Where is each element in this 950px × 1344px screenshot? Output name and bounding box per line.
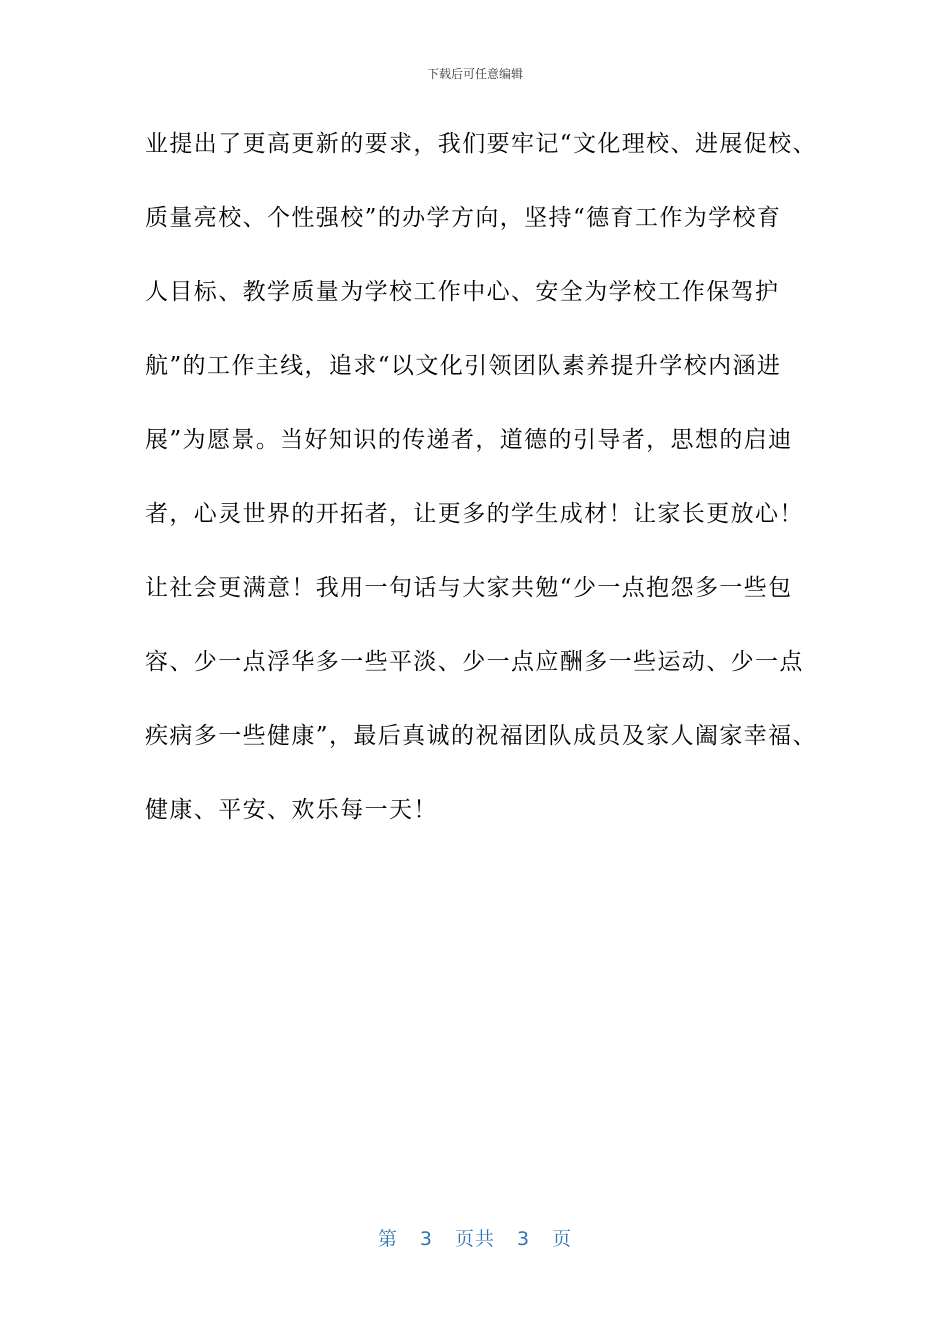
- document-body: [145, 124, 825, 864]
- footer-total-pages: 3: [517, 1228, 531, 1250]
- body-line: 人目标、教学质量为学校工作中心、安全为学校工作保驾护: [145, 279, 780, 305]
- body-line: 者，心灵世界的开拓者，让更多的学生成材！让家长更放心！: [145, 501, 804, 527]
- body-line: 容、少一点浮华多一些平淡、少一点应酬多一些运动、少一点: [145, 649, 804, 675]
- body-line: 让社会更满意！我用一句话与大家共勉“少一点抱怨多一些包: [145, 575, 793, 601]
- footer-suffix: 页: [552, 1228, 573, 1250]
- footer-prefix: 第: [377, 1228, 398, 1250]
- body-line: 业提出了更高更新的要求，我们要牢记“文化理校、进展促校、: [145, 131, 817, 157]
- body-line: 疾病多一些健康”，最后真诚的祝福团队成员及家人阖家幸福、: [145, 723, 817, 749]
- body-line: 航”的工作主线，追求“以文化引领团队素养提升学校内涵进: [145, 353, 782, 379]
- footer-current-page: 3: [419, 1228, 433, 1250]
- page-header-note: 下载后可任意编辑: [426, 67, 523, 81]
- body-line: 展”为愿景。当好知识的传递者，道德的引导者，思想的启迪: [145, 427, 793, 453]
- page-footer: [0, 1226, 950, 1252]
- body-line: 健康、平安、欢乐每一天！: [145, 797, 438, 823]
- body-line: 质量亮校、个性强校”的办学方向，坚持“德育工作为学校育: [145, 205, 782, 231]
- footer-middle: 页共: [454, 1228, 495, 1250]
